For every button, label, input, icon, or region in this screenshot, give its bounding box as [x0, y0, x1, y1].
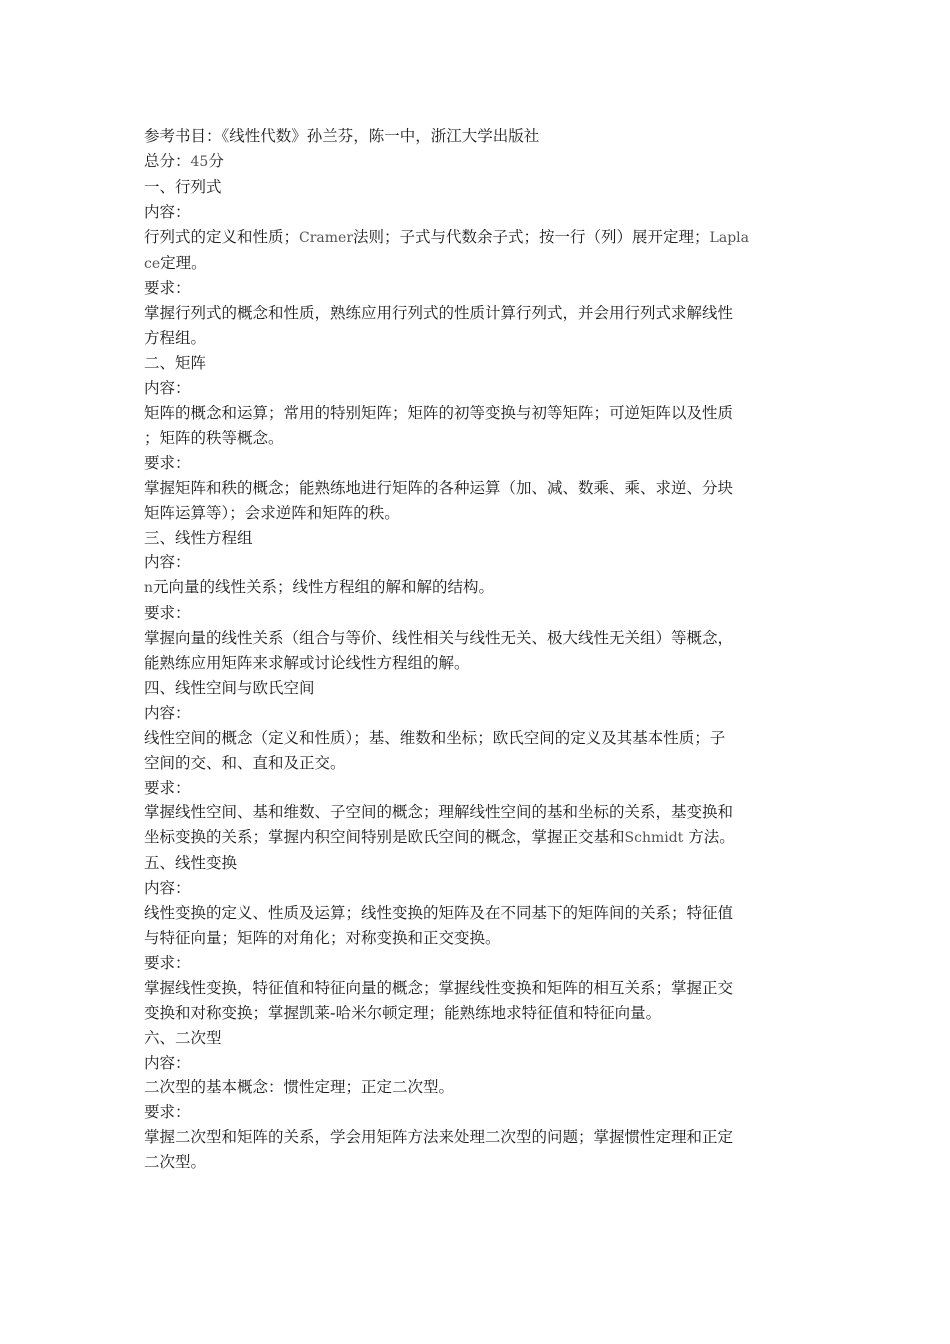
requirement-label: 要求：: [144, 453, 191, 472]
requirement-label: 要求：: [144, 953, 191, 972]
content-text: 与特征向量；矩阵的对角化；对称变换和正交变换。: [144, 929, 501, 947]
content-text: 矩阵的概念和运算；常用的特别矩阵；矩阵的初等变换与初等矩阵；可逆矩阵以及性质: [144, 403, 734, 422]
section-heading: 四、线性空间与欧氏空间: [144, 678, 315, 697]
section-heading: 三、线性方程组: [144, 528, 253, 547]
reference-books: 参考书目：《线性代数》孙兰芬，陈一中，浙江大学出版社: [144, 127, 540, 145]
requirement-text: 掌握线性变换，特征值和特征向量的概念；掌握线性变换和矩阵的相互关系；掌握正交: [144, 978, 734, 997]
content-label: 内容：: [144, 202, 191, 221]
content-text: 空间的交、和、直和及正交。: [144, 753, 346, 772]
requirement-text: 掌握二次型和矩阵的关系，学会用矩阵方法来处理二次型的问题；掌握惯性定理和正定: [144, 1128, 734, 1147]
requirement-text: 二次型。: [144, 1153, 207, 1172]
content-text: n元向量的线性关系；线性方程组的解和解的结构。: [144, 578, 495, 597]
section-heading: 六、二次型: [144, 1028, 222, 1047]
syllabus-body: [144, 124, 764, 1175]
requirement-text: 变换和对称变换；掌握凯莱-哈米尔顿定理；能熟练地求特征值和特征向量。: [144, 1003, 662, 1022]
total-score: 总分：45分: [144, 151, 224, 170]
content-text: 线性变换的定义、性质及运算；线性变换的矩阵及在不同基下的矩阵间的关系；特征值: [144, 904, 734, 923]
content-text: 线性空间的概念（定义和性质）；基、维数和坐标；欧氏空间的定义及其基本性质；子: [144, 728, 726, 747]
content-text: 行列式的定义和性质；Cramer法则；子式与代数余子式；按一行（列）展开定理；Lapla: [144, 227, 749, 246]
content-label: 内容：: [144, 879, 191, 898]
content-label: 内容：: [144, 379, 191, 398]
content-label: 内容：: [144, 703, 191, 722]
total-score-value: 45: [190, 153, 209, 170]
section-heading: 二、矩阵: [144, 354, 207, 373]
requirement-label: 要求：: [144, 279, 191, 298]
content-text: ce定理。: [144, 253, 207, 272]
requirement-text: 掌握向量的线性关系（组合与等价、线性相关与线性无关、极大线性无关组）等概念，: [144, 629, 734, 648]
section-heading: 五、线性变换: [144, 854, 238, 873]
requirement-text: 方程组。: [144, 329, 207, 348]
requirement-label: 要求：: [144, 1103, 191, 1122]
content-text: 二次型的基本概念：惯性定理；正定二次型。: [144, 1078, 455, 1097]
requirement-label: 要求：: [144, 778, 191, 797]
requirement-text: 掌握行列式的概念和性质，熟练应用行列式的性质计算行列式，并会用行列式求解线性: [144, 304, 734, 323]
requirement-text: 能熟练应用矩阵来求解或讨论线性方程组的解。: [144, 654, 470, 673]
requirement-label: 要求：: [144, 604, 191, 623]
requirement-text: 掌握矩阵和秩的概念；能熟练地进行矩阵的各种运算（加、减、数乘、乘、求逆、分块: [144, 478, 734, 497]
requirement-text: 矩阵运算等）；会求逆阵和矩阵的秩。: [144, 503, 400, 522]
content-text: ；矩阵的秩等概念。: [144, 428, 284, 447]
requirement-text: 坐标变换的关系；掌握内积空间特别是欧氏空间的概念，掌握正交基和Schmidt 方法。: [144, 828, 735, 847]
section-heading: 一、行列式: [144, 177, 222, 196]
content-label: 内容：: [144, 1053, 191, 1072]
requirement-text: 掌握线性空间、基和维数、子空间的概念；理解线性空间的基和坐标的关系，基变换和: [144, 803, 734, 822]
content-label: 内容：: [144, 553, 191, 572]
